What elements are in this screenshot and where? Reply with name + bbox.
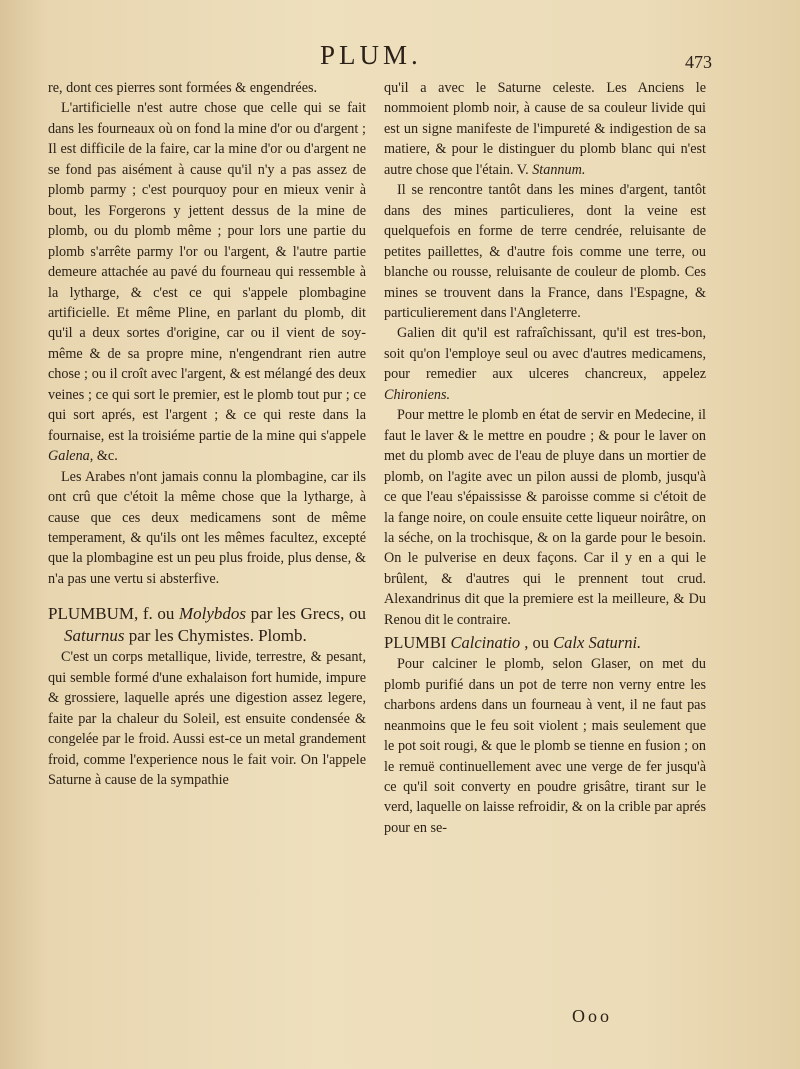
term-stannum: Stannum. [532,161,586,178]
paragraph: Il se rencontre tantôt dans les mines d'argent, tantôt dans des mines particulieres, dont la veine est quelquefois en forme de terre cendrée, reluisante de petites paillettes, & d'autre fois comme une terre, ou blanche ou rousse, reluisante de couleur de plomb. Ces mines se trouvent dans la France, dans l'Espagne, & particulierement dans l'Angleterre. [384,182,706,321]
paragraph: re, dont ces pierres sont formées & engendrées. [48,80,318,96]
page-header [0,40,800,74]
paragraph: Pour calciner le plomb, selon Glaser, on met du plomb purifié dans un pot de terre non verny entre les charbons ardens dans un fourneau à vent, il ne faut pas neanmoins que le feu soit violent ; mais seulement que le pot soit rougi, & que le plomb se tienne en fusion ; on le remuë continuellement avec une verge de fer jusqu'à ce qu'il soit converty en poudre grisâtre, tirant sur le verd, laquelle on laisse refroidir, & on la crible par aprés pour en se- [384,656,706,836]
page-number: 473 [685,52,712,72]
entry-heading-plumbum: PLUMBUM, f. ou Molybdos par les Grecs, ou Saturnus par les Chymistes. Plomb. [48,604,366,646]
paragraph: Pour mettre le plomb en état de servir en Medecine, il faut le laver & le mettre en poudre ; & pour le laver on met du plomb avec de l'eau de pluye dans un mortier de plomb, on l'agite avec un pilon aussi de plomb, jusqu'à ce que l'eau s'épaississe & paroisse comme si c'étoit de la fange noire, on coule ensuite cette liqueur noirâtre, on la séche, on la trochisque, & on la garde pour le besoin. On le pulverise en deux façons. Car il y en a qui le brûlent, & d'autres qui le prennent tout crud. Alexandrinus dit que la premiere est la meilleure, & Du Renou dit le contraire. [384,407,706,628]
paragraph: Les Arabes n'ont jamais connu la plombagine, car ils ont crû que c'étoit la même chose que la lytharge, à cause que ces deux medicamens sont de même temperament, & qu'ils ont les mêmes facultez, excepté que la plombagine est un peu plus froide, plus dense, & n'a pas une vertu si absterfive. [48,468,366,587]
entry-heading-plumbi-calcinatio: PLUMBI Calcinatio , ou Calx Saturni. [384,633,642,653]
term-galena: Galena [48,448,90,465]
right-column [384,78,706,838]
running-head: PLUM. [320,40,422,70]
signature-mark: Ooo [572,1006,612,1026]
paragraph: qu'il a avec le Saturne celeste. Les Anciens le nommoient plomb noir, à cause de sa couleur livide qui est un signe manifeste de l'impureté & indigestion de sa matiere, & pour le distinguer du plomb blanc qui n'est autre chose que l'étain. V. Stannum. [384,80,706,178]
paragraph: C'est un corps metallique, livide, terrestre, & pesant, qui semble formé d'une exhalaison fort humide, impure & grossiere, laquelle aprés une digestion assez legere, faite par la chaleur du Soleil, est ensuite condensée & congelée par le froid. Aussi est-ce un metal grandement froid, comme l'experience nous le fait voir. On l'appele Saturne à cause de la sympathie [48,649,366,789]
paragraph: L'artificielle n'est autre chose que celle qui se fait dans les fourneaux où on fond la mine d'or ou d'argent ; Il est difficile de la faire, car la mine d'or ou d'argent ne se fond pas aisément à cause qu'il n'y a pas assez de plomb parmy ; c'est pourquoy pour en mieux venir à bout, les Forgerons y jettent dessus de la mine de plomb, ou du plomb même ; pour lors une partie du plomb s'arrête parmy l'or ou l'argent, & l'autre partie demeure attachée au pavé du fourneau qui ressemble à la lytharge, & c'est ce qui s'appele plombagine artificielle. Et même Pline, en parlant du plomb, dit qu'il a deux sortes d'origine, car ou il vient de soy-même & de sa propre mine, n'engendrant rien autre chose ; ou il croît avec l'argent, & est mélangé des deux veines ; ce qui sort le premier, est le plomb tout pur ; ce qui sort aprés, est l'argent ; & ce qui reste dans la fournaise, est la troisiéme partie de la mine qui s'appele Galena, &c. [48,100,366,465]
term-chironiens: Chironiens. [384,386,451,403]
left-column [48,78,366,791]
paragraph: Galien dit qu'il est rafraîchissant, qu'il est tres-bon, soit qu'on l'employe seul ou avec d'autres medicamens, pour remedier aux ulceres chancreux, appelez Chironiens. [384,325,706,403]
